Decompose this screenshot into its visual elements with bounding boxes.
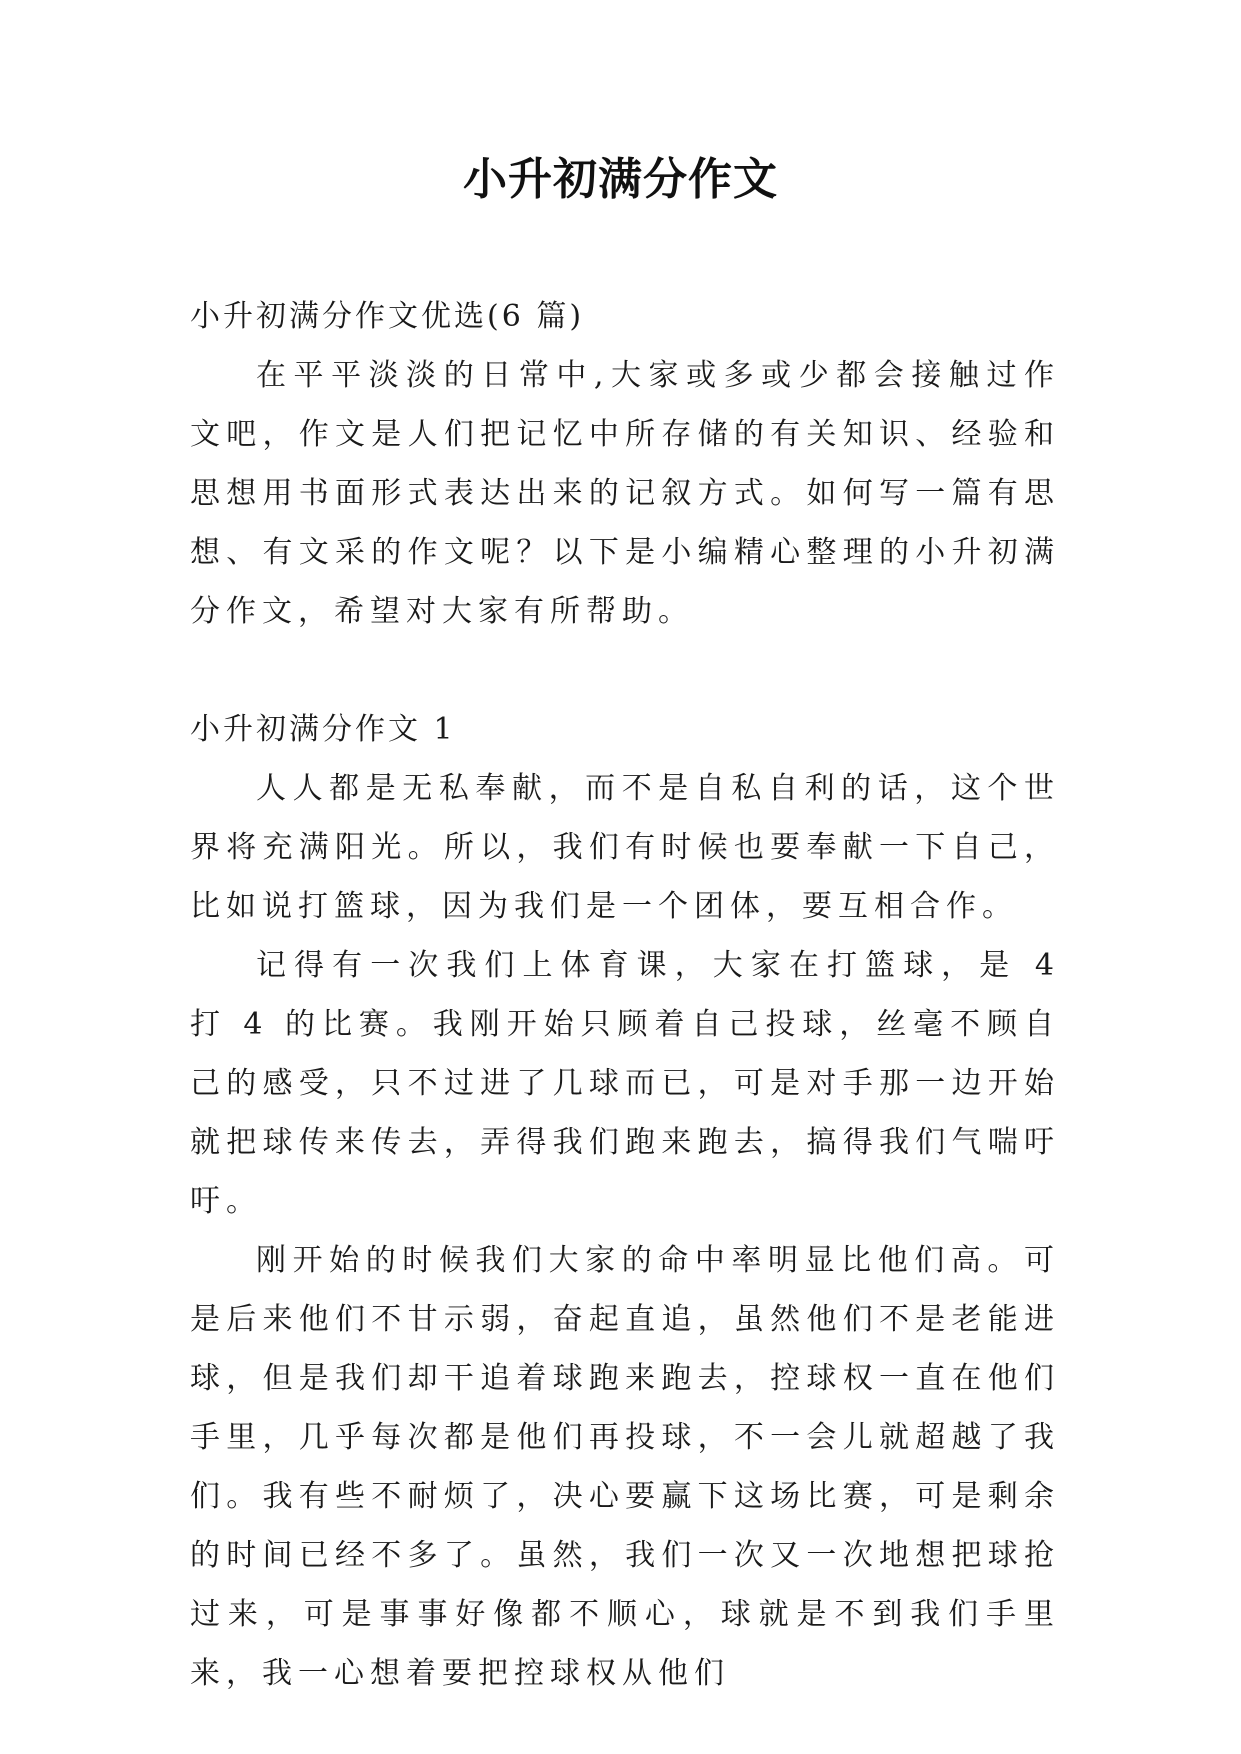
document-title: 小升初满分作文 (463, 154, 778, 205)
section-paragraph: 刚开始的时候我们大家的命中率明显比他们高。可是后来他们不甘示弱，奋起直追，虽然他们不是老能进球，但是我们却干追着球跑来跑去，控球权一直在他们手里，几乎每次都是他们再投球，不一会儿就超越了我们。我有些不耐烦了，决心要赢下这场比赛，可是剩余的时间已经不多了。虽然，我们一次又一次地想把球抢过来，可是事事好像都不顺心，球就是不到我们手里来，我一心想着要把控球权从他们 (190, 1243, 1060, 1691)
intro-paragraph: 在平平淡淡的日常中,大家或多或少都会接触过作文吧，作文是人们把记忆中所存储的有关知识、经验和思想用书面形式表达出来的记叙方式。如何写一篇有思想、有文采的作文呢？以下是小编精心整理的小升初满分作文，希望对大家有所帮助。 (190, 358, 1060, 629)
section-paragraph: 记得有一次我们上体育课，大家在打篮球，是 4 打 4 的比赛。我刚开始只顾着自己投球，丝毫不顾自己的感受，只不过进了几球而已，可是对手那一边开始就把球传来传去，弄得我们跑来跑去，搞得我们气喘吁吁。 (190, 948, 1060, 1219)
section-spacer (190, 641, 1060, 700)
section-heading: 小升初满分作文 1 (190, 712, 456, 747)
document-body (190, 287, 1060, 1703)
section-paragraph: 人人都是无私奉献，而不是自私自利的话，这个世界将充满阳光。所以，我们有时候也要奉献一下自己，比如说打篮球，因为我们是一个团体，要互相合作。 (190, 771, 1060, 924)
document-subtitle: 小升初满分作文优选(6 篇) (190, 299, 585, 334)
